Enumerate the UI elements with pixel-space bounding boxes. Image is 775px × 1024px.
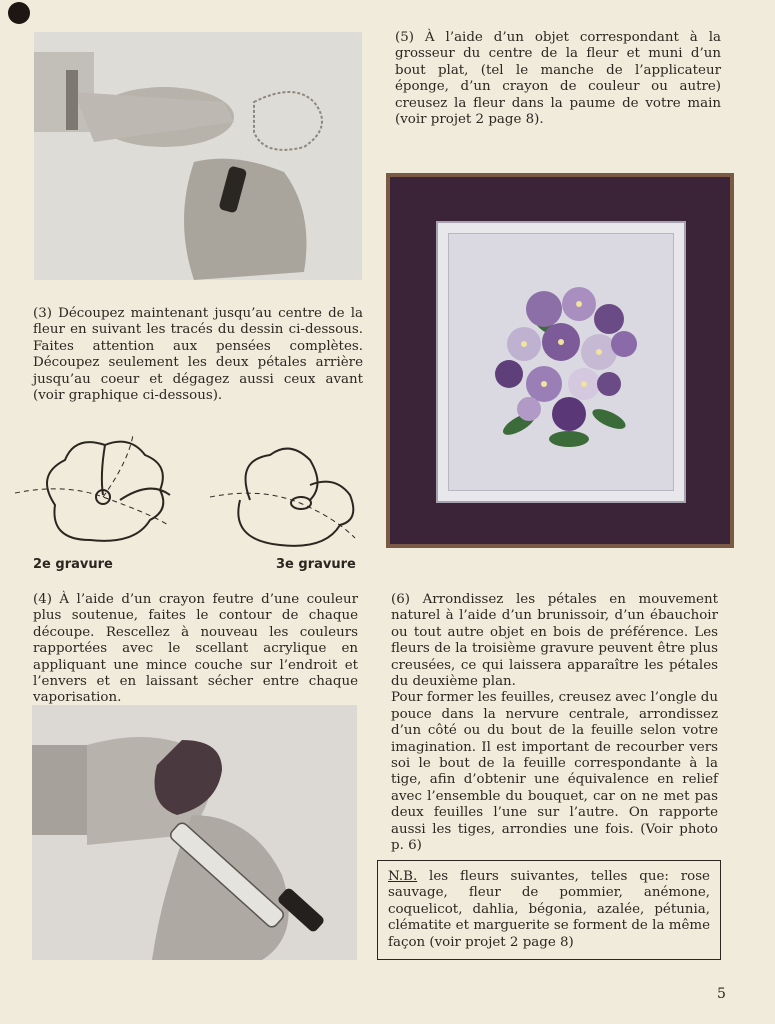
framed-pansy-artwork — [386, 173, 734, 548]
photo-hands-marker — [32, 705, 357, 960]
photo-hands-cutting — [34, 32, 362, 280]
binder-hole — [8, 2, 30, 24]
note-label: N.B. — [388, 869, 418, 884]
step-4-text: (4) À l’aide d’un crayon feutre d’une couleur plus soutenue, faites le contour de chaque découpe. Rescellez à nouveau les couleurs rapportées avec le scellant acrylique en appliquant une mince couche sur l’endroit et l’envers et en laissant sécher entre chaque vaporisation. — [33, 592, 358, 706]
step-3-text: (3) Découpez maintenant jusqu’au centre de la fleur en suivant les tracés du dessin ci-dessous. Faites attention aux pensées complètes. Découpez seulement les deux pétales arrière jusqu’au coeur et dégagez aussi ceux avant (voir graphique ci-dessous). — [33, 306, 363, 404]
note-text: les fleurs suivantes, telles que: rose sauvage, fleur de pommier, anémone, coquelicot, dahlia, bégonia, azalée, pétunia, clématite et marguerite se forment de la même façon (voir projet 2 page 8) — [388, 869, 710, 950]
step-6-text — [391, 592, 718, 855]
step-6-paragraph-2: Pour former les feuilles, creusez avec l’ongle du pouce dans la nervure centrale, arrondissez d’un côté ou du bout de la feuille selon votre imagination. Il est important de recourber vers soi le bout de la feuille correspondante à la tige, afin d’obtenir une équivalence en relief avec l’ensemble du bouquet, car on ne met pas deux feuilles l’une sur l’autre. On rapporte aussi les tiges, arrondies une fois. (Voir photo p. 6) — [391, 690, 718, 854]
note-box — [377, 860, 721, 960]
step-5-text: (5) À l’aide d’un objet correspondant à la grosseur du centre de la fleur et muni d’un bout plat, (tel le manche de l’applicateur éponge, d’un crayon de couleur ou autre) creusez la fleur dans la paume de votre main (voir projet 2 page 8). — [395, 30, 721, 128]
caption-3e-gravure: 3e gravure — [276, 557, 356, 572]
cutting-diagram — [15, 425, 370, 555]
note-text-container — [388, 869, 710, 951]
step-6-paragraph-1: (6) Arrondissez les pétales en mouvement naturel à l’aide d’un brunissoir, d’un ébauchoir ou tout autre objet en bois de préférence. Les fleurs de la troisième gravure peuvent être plus creusées, ce qui laissera apparaître les pétales du deuxième plan. — [391, 592, 718, 690]
pansy-bouquet-image — [449, 234, 677, 494]
caption-2e-gravure: 2e gravure — [33, 557, 113, 572]
page-number: 5 — [717, 986, 726, 1002]
